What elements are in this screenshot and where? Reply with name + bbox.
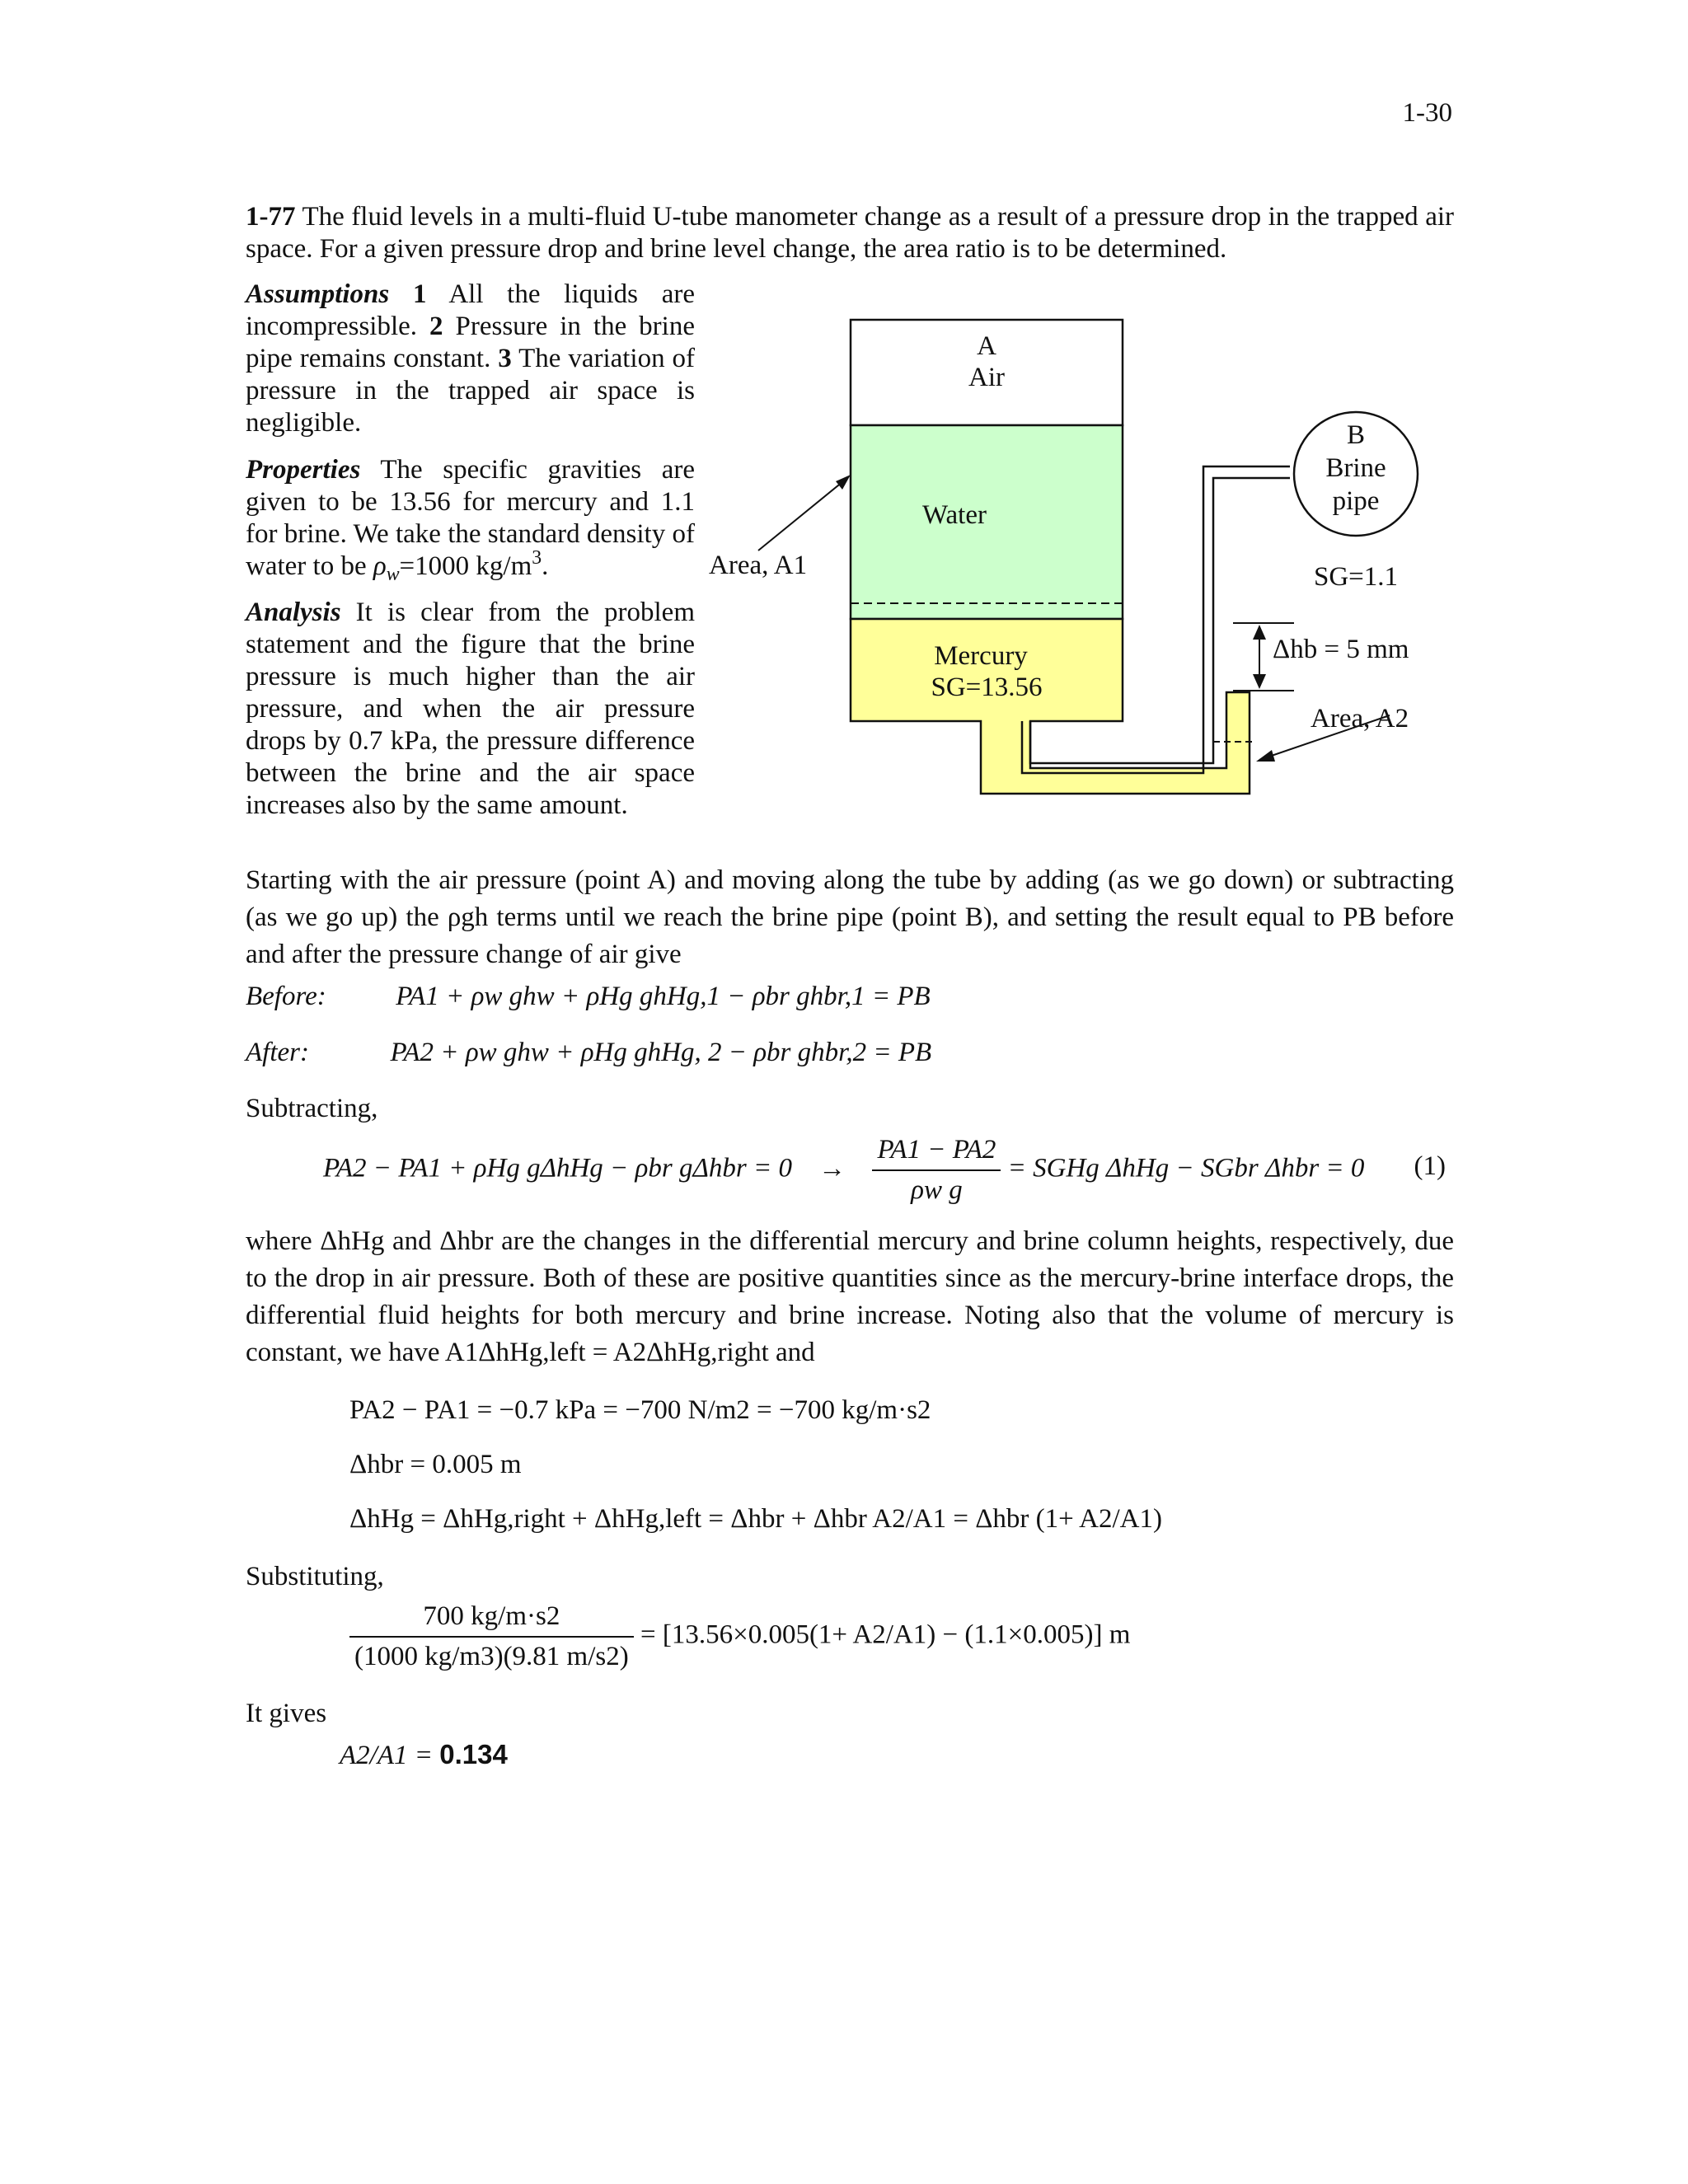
page-number: 1-30 [1402, 98, 1452, 128]
assumption-number: 2 [429, 311, 443, 341]
area2-label: Area, A2 [1311, 704, 1409, 733]
brine-label-pipe: pipe [1332, 486, 1380, 516]
left-column [246, 279, 695, 822]
tank-label-air: Air [968, 363, 1005, 392]
area1-label: Area, A1 [709, 551, 808, 580]
brine-sg-label: SG=1.1 [1313, 562, 1399, 592]
eq1-numerator: PA1 − PA2 [872, 1134, 1001, 1171]
equation-1 [323, 1134, 1454, 1207]
analysis-text: It is clear from the problem statement and the figure that the brine pressure is much higher than the air pressure, and when the air pressure drops by 0.7 kPa, the pressure difference between the brine and the air space increases also by the same amount. [246, 598, 695, 821]
eq1-denominator: ρw g [911, 1174, 963, 1205]
manometer-figure [709, 305, 1451, 816]
tank-label-a: A [977, 331, 996, 361]
before-label: Before: [246, 982, 326, 1011]
eq1-number: (1) [1414, 1151, 1446, 1181]
substitution-right: = [13.56×0.005(1+ A2/A1) − (1.1×0.005)] m [640, 1619, 1131, 1650]
properties-text: The specific gravities are given to be 13.56 for mercury and 1.1 for brine. We take the standard density of water to be [246, 454, 695, 581]
substitution-numerator: 700 kg/m·s2 [349, 1601, 634, 1638]
analysis-paragraph [246, 597, 695, 822]
before-equation-line [246, 981, 931, 1013]
problem-statement [246, 201, 1454, 265]
problem-number: 1-77 [246, 202, 296, 232]
area1-arrow [758, 478, 847, 551]
before-equation: PA1 + ρw ghw + ρHg ghHg,1 − ρbr ghbr,1 = PB [396, 982, 931, 1011]
subtracting-label: Subtracting, [246, 1094, 378, 1123]
substitution-denominator: (1000 kg/m3)(9.81 m/s2) [354, 1641, 629, 1671]
substituting-label: Substituting, [246, 1562, 384, 1591]
assumption-text: Pressure in the brine pipe remains constant. [246, 311, 695, 373]
after-equation-line [246, 1037, 931, 1069]
eq-dh-brine: Δhbr = 0.005 m [349, 1450, 522, 1479]
water-label: Water [922, 500, 987, 530]
text-where: where ΔhHg and Δhbr are the changes in the differential mercury and brine column heights, respectively, due to the drop in air pressure. Both of these are positive quantities since as the mercury-brine interface drops, the differential fluid heights for both mercury and brine increase. Noting also that the volume of mercury is constant, we have A1ΔhHg,left = A2ΔhHg,right and [246, 1226, 1454, 1367]
water-region [851, 425, 1123, 619]
eq1-left: PA2 − PA1 + ρHg gΔhHg − ρbr gΔhbr = 0 [323, 1153, 792, 1183]
mercury-label: Mercury [934, 641, 1028, 671]
it-gives-label: It gives [246, 1699, 327, 1728]
result-lhs: A2/A1 = [340, 1741, 434, 1770]
after-label: After: [246, 1038, 309, 1067]
result-line [340, 1739, 508, 1772]
analysis-heading: Analysis [246, 598, 341, 628]
mercury-region [851, 619, 1250, 794]
eq1-fraction [872, 1134, 1001, 1207]
dhb-label: Δhb = 5 mm [1273, 635, 1409, 664]
substitution-fraction [349, 1601, 634, 1673]
eq-dh-mercury: ΔhHg = ΔhHg,right + ΔhHg,left = Δhbr + Δhbr A2/A1 = Δhbr (1+ A2/A1) [349, 1504, 1163, 1534]
text-start: Starting with the air pressure (point A) and moving along the tube by adding (as we go down) or subtracting (as we go up) the ρgh terms until we reach the brine pipe (point B), and setting the result equal to PB before and after the pressure change of air give [246, 865, 1454, 969]
mercury-sg-label: SG=13.56 [931, 673, 1043, 702]
assumptions-paragraph [246, 279, 695, 439]
eq1-right: = SGHg ΔhHg − SGbr Δhbr = 0 [1007, 1153, 1365, 1183]
brine-label-b: B [1346, 420, 1366, 450]
eq-pressure-drop: PA2 − PA1 = −0.7 kPa = −700 N/m2 = −700 kg/m·s2 [349, 1395, 931, 1425]
brine-label: Brine [1325, 453, 1386, 483]
arrow-icon: → [818, 1153, 846, 1183]
after-equation: PA2 + ρw ghw + ρHg ghHg, 2 − ρbr ghbr,2 = PB [390, 1038, 932, 1067]
assumption-text: All the liquids are incompressible. [246, 279, 695, 341]
properties-paragraph: Properties The specific gravities are given to be 13.56 for mercury and 1.1 for brine. We take the standard density of water to be $\rho_w=1000$ $kg/m^3$. [246, 454, 695, 585]
assumption-number: 3 [498, 343, 512, 373]
problem-text: The fluid levels in a multi-fluid U-tube manometer change as a result of a pressure drop in the trapped air space. For a given pressure drop and brine level change, the area ratio is to be determined. [246, 202, 1454, 264]
assumption-text: The variation of pressure in the trapped air space is negligible. [246, 343, 696, 438]
assumption-number: 1 [412, 279, 427, 309]
assumptions-heading: Assumptions [246, 279, 390, 309]
result-value: 0.134 [439, 1739, 508, 1769]
properties-heading: Properties [246, 454, 361, 485]
substitution-equation [349, 1601, 1130, 1673]
